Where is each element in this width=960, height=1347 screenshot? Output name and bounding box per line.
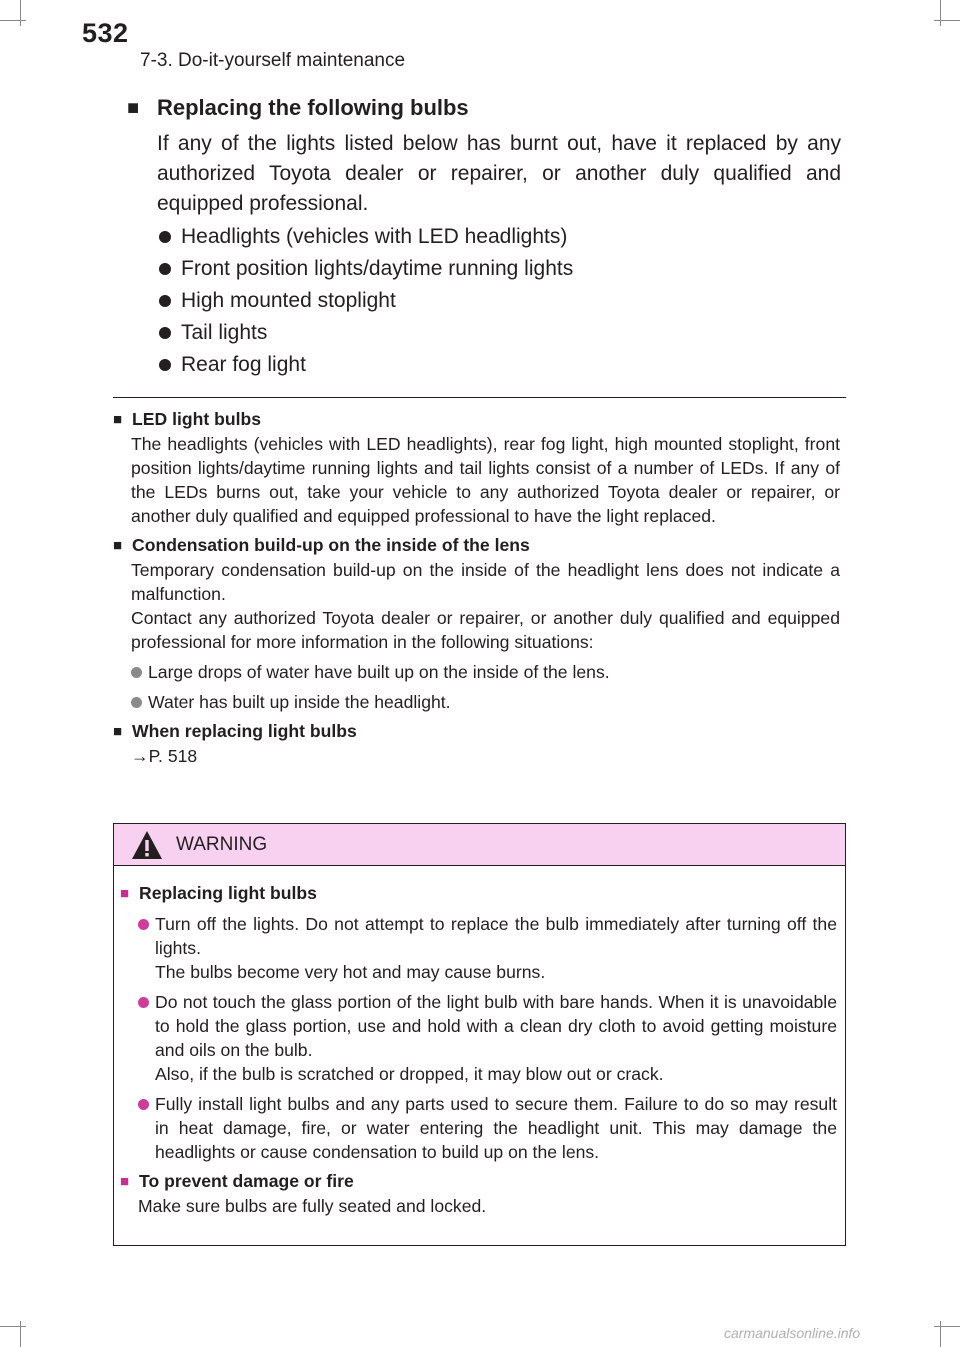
warning-label: WARNING — [176, 833, 268, 855]
bullet-dot-icon — [159, 231, 171, 243]
bullet-dot-icon — [138, 1099, 149, 1110]
warning-text: Make sure bulbs are fully seated and locked. — [138, 1196, 487, 1216]
bullet-dot-icon — [159, 263, 171, 275]
bullet-dot-icon — [138, 919, 149, 930]
list-item: High mounted stoplight — [157, 285, 841, 317]
intro-paragraph: If any of the lights listed below has burnt out, have it replaced by any authorized Toyota dealer or repairer, or another duly qualified and equipped professional. — [157, 132, 841, 215]
bulb-list — [157, 221, 841, 381]
warning-heading: ■ To prevent damage or fire — [120, 1170, 354, 1191]
crop-mark — [0, 1326, 26, 1327]
main-section — [127, 92, 841, 381]
watermark-text: carmanualsonline.info — [724, 1325, 861, 1341]
list-item: Headlights (vehicles with LED headlights) — [157, 221, 841, 253]
square-bullet-icon: ■ — [120, 1172, 130, 1190]
square-bullet-icon: ■ — [127, 96, 140, 119]
section-heading-text: Replacing the following bulbs — [157, 95, 469, 120]
note-condensation — [113, 532, 840, 714]
list-item — [138, 912, 837, 984]
crop-mark — [940, 0, 941, 26]
warning-body — [114, 866, 845, 1218]
crop-mark — [0, 20, 26, 21]
warning-triangle-icon — [130, 829, 164, 861]
crop-mark — [20, 1321, 21, 1347]
square-bullet-icon: ■ — [120, 884, 130, 902]
note-text: Temporary condensation build-up on the inside of the headlight lens does not indicate a malfunction. — [131, 560, 840, 604]
note-heading: ■ LED light bulbs — [113, 408, 262, 429]
page-number: 532 — [82, 18, 129, 48]
bullet-dot-icon — [159, 359, 171, 371]
note-heading: ■ When replacing light bulbs — [113, 720, 357, 741]
square-bullet-icon: ■ — [113, 536, 123, 554]
note-text: The headlights (vehicles with LED headlights), rear fog light, high mounted stoplight, front position lights/daytime running lights and tail lights consist of a number of LEDs. If any of the LEDs burns out, take your vehicle to any authorized Toyota dealer or repairer, or another duly qualified and equipped professional to have the light replaced. — [131, 434, 840, 526]
crop-mark — [934, 1326, 960, 1327]
bullet-dot-icon — [159, 327, 171, 339]
list-item: Large drops of water have built up on the inside of the lens. — [131, 660, 840, 684]
crop-mark — [940, 1321, 941, 1347]
warning-heading: ■ Replacing light bulbs — [120, 882, 317, 903]
note-heading: ■ Condensation build-up on the inside of the lens — [113, 534, 530, 555]
list-item: Tail lights — [157, 317, 841, 349]
list-item-text: Turn off the lights. Do not attempt to replace the bulb immediately after turning off the lights. The bulbs become very hot and may cause burns. — [155, 914, 837, 982]
square-bullet-icon: ■ — [113, 722, 123, 740]
warning-box — [113, 823, 846, 1246]
square-bullet-icon: ■ — [113, 410, 123, 428]
crop-mark — [934, 20, 960, 21]
list-item: Rear fog light — [157, 349, 841, 381]
list-item: Front position lights/daytime running lights — [157, 253, 841, 285]
notes-section — [113, 406, 840, 772]
warning-header — [114, 824, 845, 866]
note-replacing — [113, 718, 840, 768]
section-heading — [127, 92, 841, 124]
list-item: Fully install light bulbs and any parts used to secure them. Failure to do so may result in heat damage, fire, or water entering the headlight unit. This may damage the headlights or cause condensation to build up on the lens. — [138, 1092, 837, 1164]
bullet-dot-icon — [159, 295, 171, 307]
chapter-title: 7-3. Do-it-yourself maintenance — [140, 50, 406, 71]
note-led — [113, 406, 840, 528]
list-item — [138, 990, 837, 1086]
bullet-dot-icon — [131, 697, 142, 708]
note-text: Contact any authorized Toyota dealer or repairer, or another duly qualified and equipped professional for more information in the following situations: — [131, 608, 840, 652]
list-item: Water has built up inside the headlight. — [131, 690, 840, 714]
bullet-dot-icon — [131, 667, 142, 678]
bullet-dot-icon — [138, 997, 149, 1008]
crop-mark — [20, 0, 21, 26]
divider — [113, 397, 846, 398]
page-reference: →P. 518 — [131, 746, 198, 766]
list-item-text: Do not touch the glass portion of the light bulb with bare hands. When it is unavoidable to hold the glass portion, use and hold with a clean dry cloth to avoid getting moisture and oils on the bulb. Also, if the bulb is scratched or dropped, it may blow out or crack. — [155, 992, 837, 1084]
